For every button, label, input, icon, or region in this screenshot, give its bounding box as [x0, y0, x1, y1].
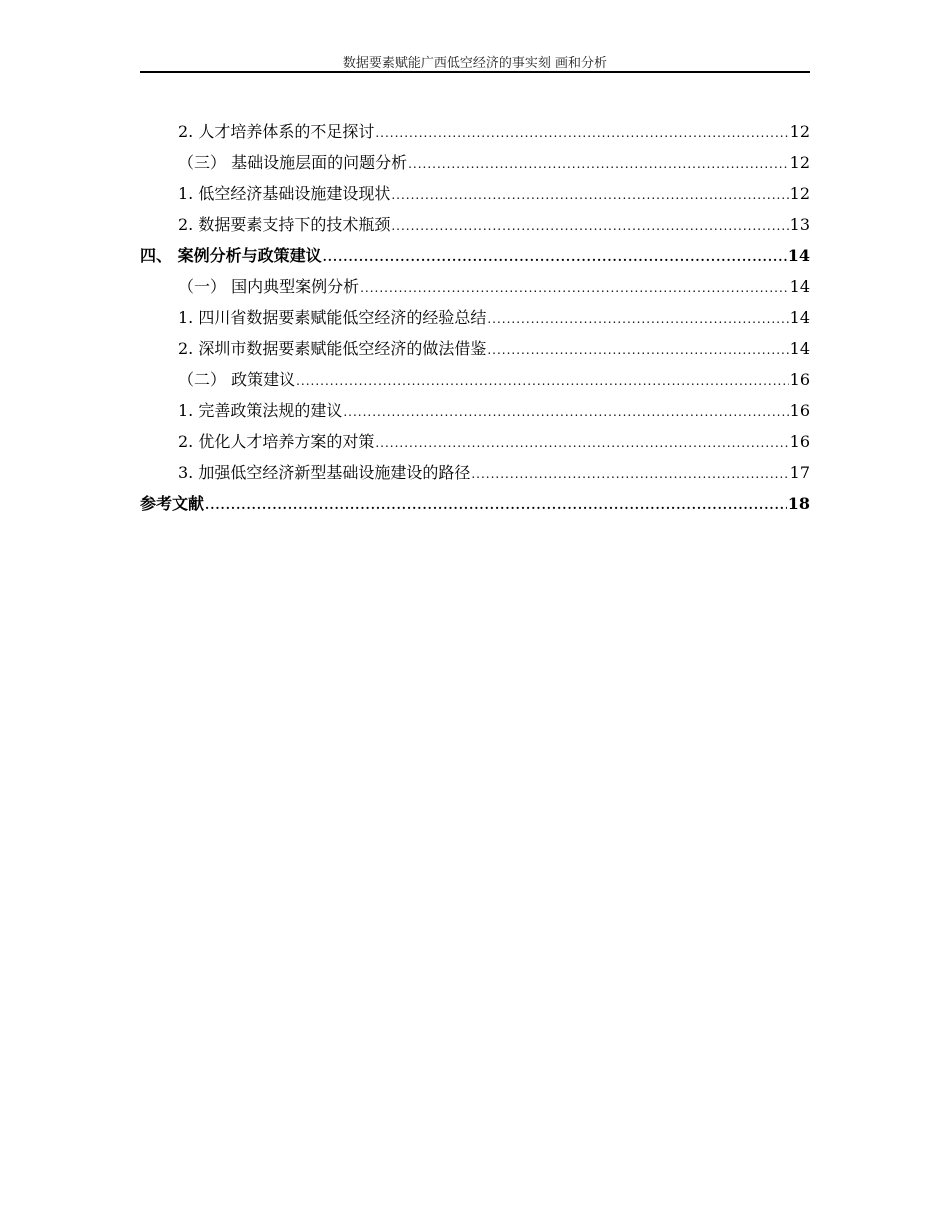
- toc-entry[interactable]: [140, 395, 810, 426]
- toc-entry[interactable]: [140, 364, 810, 395]
- toc-entry-label: 1. 低空经济基础设施建设现状: [178, 184, 391, 203]
- toc-entry-page: 13: [789, 215, 810, 234]
- toc-entry[interactable]: [140, 271, 810, 302]
- toc-entry-page: 14: [789, 339, 810, 358]
- toc-leader-dots: [343, 397, 788, 428]
- toc-leader-dots: [408, 149, 789, 180]
- toc-entry-label: 2. 数据要素支持下的技术瓶颈: [178, 215, 391, 234]
- toc-entry-label: （二） 政策建议: [178, 370, 296, 389]
- toc-entry-page: 14: [789, 308, 810, 327]
- toc-entry-label: 1. 完善政策法规的建议: [178, 401, 343, 420]
- toc-entry-page: 16: [789, 370, 810, 389]
- toc-leader-dots: [375, 118, 788, 149]
- toc-leader-dots: [296, 366, 789, 397]
- toc-entry-label: （三） 基础设施层面的问题分析: [178, 153, 408, 172]
- header-rule: [140, 71, 810, 73]
- toc-entry-label: 1. 四川省数据要素赋能低空经济的经验总结: [178, 308, 487, 327]
- toc-leader-dots: [323, 242, 787, 273]
- toc-leader-dots: [391, 180, 788, 211]
- toc-entry-page: 14: [787, 246, 810, 265]
- toc-entry[interactable]: [140, 147, 810, 178]
- toc-leader-dots: [487, 335, 788, 366]
- toc-entry-label: 2. 深圳市数据要素赋能低空经济的做法借鉴: [178, 339, 487, 358]
- toc-leader-dots: [391, 211, 788, 242]
- toc-leader-dots: [360, 273, 789, 304]
- toc-entry-label: 2. 优化人才培养方案的对策: [178, 432, 375, 451]
- toc-entry-label: 参考文献: [140, 494, 205, 513]
- page-header: 数据要素赋能广西低空经济的事实刻 画和分析: [342, 56, 608, 71]
- toc-entry-label: （一） 国内典型案例分析: [178, 277, 360, 296]
- toc-entry-page: 12: [789, 153, 810, 172]
- toc-entry-label: 2. 人才培养体系的不足探讨: [178, 122, 375, 141]
- toc-entry[interactable]: [140, 457, 810, 488]
- toc-entry-page: 12: [789, 184, 810, 203]
- toc-entry-page: 14: [789, 277, 810, 296]
- toc-leader-dots: [375, 428, 788, 459]
- toc-entry[interactable]: [140, 333, 810, 364]
- toc-entry[interactable]: [140, 302, 810, 333]
- toc-leader-dots: [487, 304, 788, 335]
- toc-entry-label: 四、 案例分析与政策建议: [140, 246, 322, 265]
- toc-entry-page: 12: [789, 122, 810, 141]
- toc-leader-dots: [205, 490, 787, 521]
- toc-entry[interactable]: [140, 178, 810, 209]
- toc-entry[interactable]: [140, 426, 810, 457]
- toc-entry-page: 16: [789, 401, 810, 420]
- toc-entry-label: 3. 加强低空经济新型基础设施建设的路径: [178, 463, 471, 482]
- toc-chapter-entry[interactable]: [140, 240, 810, 271]
- toc-entry-page: 17: [789, 463, 810, 482]
- toc-entry[interactable]: [140, 209, 810, 240]
- toc-entry-page: 16: [789, 432, 810, 451]
- table-of-contents: [140, 116, 810, 519]
- toc-entry-page: 18: [787, 494, 810, 513]
- toc-chapter-entry[interactable]: [140, 488, 810, 519]
- toc-leader-dots: [471, 459, 788, 490]
- toc-entry[interactable]: [140, 116, 810, 147]
